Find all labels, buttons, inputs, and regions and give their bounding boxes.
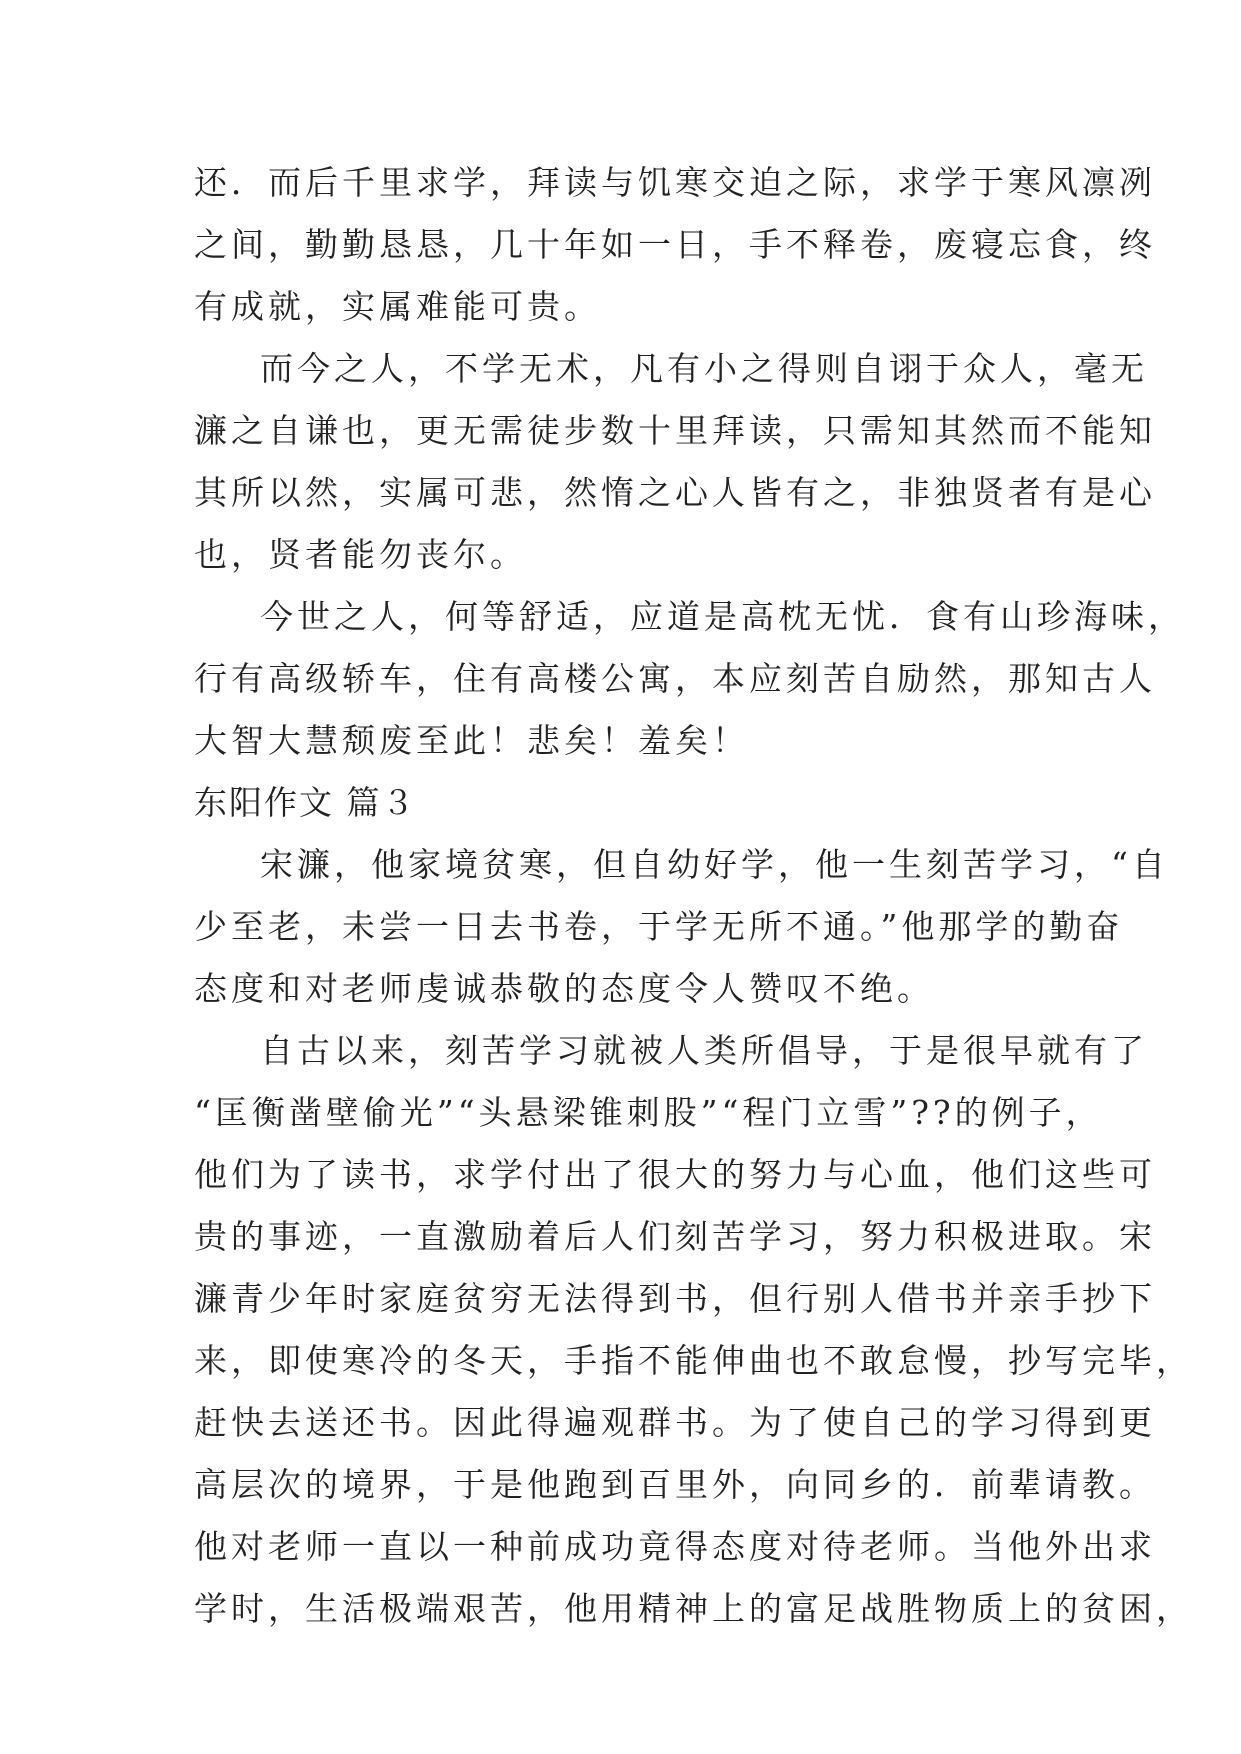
text-line: 其所以然，实属可悲，然惰之心人皆有之，非独贤者有是心: [194, 473, 1156, 512]
text-line: 也，贤者能勿丧尔。: [194, 535, 527, 574]
text-line: 行有高级轿车，住有高楼公寓，本应刻苦自励然，那知古人: [194, 659, 1156, 698]
text-line: 大智大慧颓废至此！悲矣！羞矣！: [194, 721, 749, 760]
text-line: 态度和对老师虔诚恭敬的态度令人赞叹不绝。: [194, 969, 934, 1008]
text-line: 而今之人，不学无术，凡有小之得则自诩于众人，毫无: [260, 349, 1148, 388]
section-heading: 东阳作文 篇３: [194, 783, 417, 822]
text-line: 濂青少年时家庭贫穷无法得到书，但行别人借书并亲手抄下: [194, 1279, 1156, 1318]
text-line: 高层次的境界，于是他跑到百里外，向同乡的．前辈请教。: [194, 1465, 1156, 1504]
text-line: 之间，勤勤恳恳，几十年如一日，手不释卷，废寝忘食，终: [194, 225, 1156, 264]
text-line: 来，即使寒冷的冬天，手指不能伸曲也不敢怠慢，抄写完毕，: [194, 1341, 1193, 1380]
text-line: 宋濂，他家境贫寒，但自幼好学，他一生刻苦学习，“自: [260, 845, 1169, 884]
text-line: 贵的事迹，一直激励着后人们刻苦学习，努力积极进取。宋: [194, 1217, 1156, 1256]
text-line: 赶快去送还书。因此得遍观群书。为了使自己的学习得到更: [194, 1403, 1156, 1442]
text-line: 濂之自谦也，更无需徒步数十里拜读，只需知其然而不能知: [194, 411, 1156, 450]
text-line: 今世之人，何等舒适，应道是高枕无忧．食有山珍海味，: [260, 597, 1185, 636]
text-line: 他们为了读书，求学付出了很大的努力与心血，他们这些可: [194, 1155, 1156, 1194]
text-line: 自古以来，刻苦学习就被人类所倡导，于是很早就有了: [260, 1031, 1148, 1070]
document-body: [194, 152, 1193, 1640]
text-line: 学时，生活极端艰苦，他用精神上的富足战胜物质上的贫困，: [194, 1589, 1193, 1628]
text-line: “匡衡凿壁偷光”“头悬梁锥刺股”“程门立雪”??的例子，: [194, 1093, 1103, 1132]
text-line: 还．而后千里求学，拜读与饥寒交迫之际，求学于寒风凛冽: [194, 163, 1156, 202]
text-line: 少至老，未尝一日去书卷，于学无所不通。”他那学的勤奋: [194, 907, 1124, 946]
text-line: 他对老师一直以一种前成功竟得态度对待老师。当他外出求: [194, 1527, 1156, 1566]
text-line: 有成就，实属难能可贵。: [194, 287, 601, 326]
